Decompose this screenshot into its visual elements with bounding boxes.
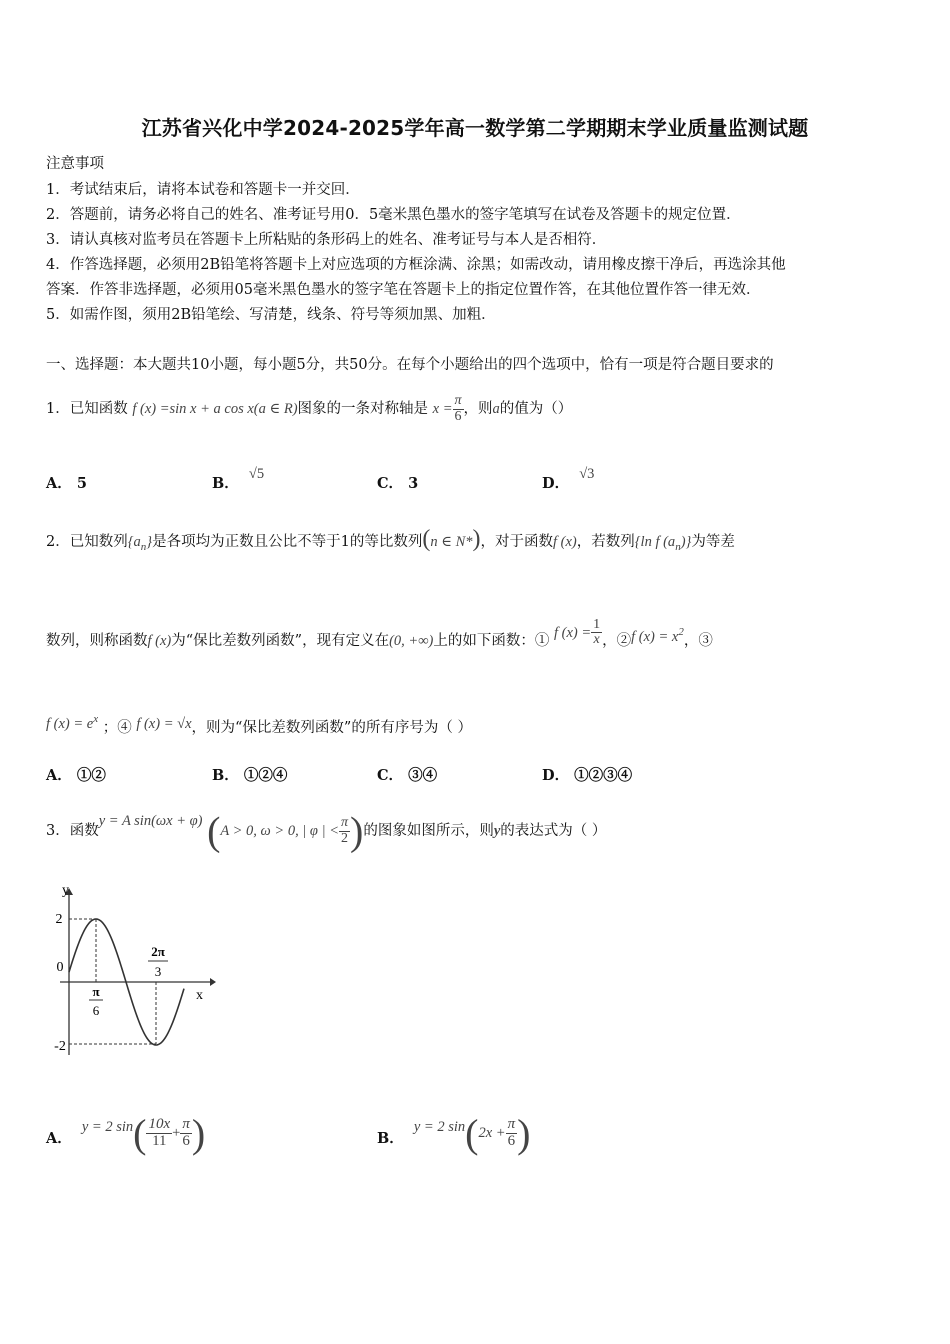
q1-option-a[interactable]: A． 5 [46,475,87,492]
q2-option-c[interactable]: C． ③④ [377,767,438,784]
q2-domain: (0, +∞) [389,632,434,649]
q3-number: 3． [46,823,70,839]
q2-text-3: ，对于函数 [480,534,553,550]
q2-text-2: 是各项均为正数且公比不等于1的等比数列 [152,534,423,550]
q2-text-5: 为等差 [691,534,735,550]
q2-f2: f $(x) = x^2$ [631,626,684,645]
notice-item-5: 5．如需作图，须用2B铅笔绘、写清楚，线条、符号等须加黑、加粗． [46,307,496,323]
q3-option-b[interactable]: B． y = 2 sin(2x + $\frac{\pi}{6}$ ) [377,1110,531,1156]
q1-text-pre: 已知函数 [69,401,128,417]
x-axis-arrow-icon [210,978,216,986]
section-heading: 一、选择题：本大题共10小题，每小题5分，共50分。在每个小题给出的四个选项中，恰有一项是符合题目要求的 [46,357,774,373]
q3-text-tail2: 的表达式为（ ） [500,823,607,839]
q1-x-equals: x = [432,401,453,417]
graph-x1-num: π [92,984,100,999]
question-1 [46,392,572,426]
question-2-line-1 [46,522,735,564]
question-2-line-2 [46,616,713,661]
q1-function: f (x) =sin x + a cos x(a ∈ R) [132,401,298,417]
q2-text-1: 已知数列 [69,534,128,550]
q3-function: y = A sin(ωx + φ) [98,813,203,829]
graph-x2-den: 3 [154,964,162,979]
q3-var-y: y [493,823,501,839]
q2-seq-an: $\{a_n\}$ [127,534,153,553]
notice-item-1: 1．考试结束后，请将本试卷和答题卡一并交回． [46,182,360,198]
graph-x2-num: 2π [151,944,165,959]
q2-number: 2． [46,534,70,550]
q2-nset: (n ∈ N*) [422,526,481,552]
q1-option-c[interactable]: C． 3 [377,475,419,492]
graph-y-bottom: -2 [54,1039,66,1054]
q2-option-a[interactable]: A． ①② [46,767,106,784]
q2-f3: f $(x) = e^x$ [46,713,99,732]
q2-f1-lhs: f (x) = [553,624,592,641]
notice-heading: 注意事项 [46,156,104,172]
q1-frac-num: π [454,392,462,408]
q2-f1-den: x [593,632,600,648]
notice-item-3: 3．请认真核对监考员在答题卡上所粘贴的条形码上的姓名、准考证号与本人是否相符． [46,232,607,248]
q1-number: 1． [46,401,70,417]
q2-text-8: 上的如下函数：① [433,632,550,649]
graph-origin: 0 [56,960,64,975]
q1-text-mid: 图象的一条对称轴是 [297,401,429,417]
q3-graph [50,875,220,1060]
q2-f4: f (x) = √x [136,715,192,732]
q2-text-10: ，③ [683,632,713,649]
graph-x1-den: 6 [92,1003,100,1018]
q2-text-4: ，若数列 [576,534,635,550]
q1-text-tail: ，则 [463,401,493,417]
page-title: 江苏省兴化中学2024-2025学年高一数学第二学期期末学业质量监测试题 [141,116,809,140]
q1-text-tail2: 的值为（） [499,401,573,417]
graph-x-label: x [196,988,203,1003]
q1-frac-den: 6 [454,408,462,424]
graph-y-top: 2 [55,912,63,927]
q2-fx: f (x) [553,534,577,550]
q1-option-b[interactable]: B． √5 [212,466,265,492]
q2-text-12: ，则为“保比差数列函数”的所有序号为（ ） [191,719,472,736]
q3-option-a[interactable]: A． y = 2 sin( $\frac{10x}{11}$ + $\frac{\pi}{6}$ ) [46,1110,206,1156]
graph-y-label: y [62,883,69,898]
q1-option-d[interactable]: D． √3 [542,466,595,492]
question-3 [46,808,606,855]
q2-text-9: ，② [602,632,632,649]
q2-fx-2: f (x) [147,632,172,649]
q2-text-11: ；④ [102,719,132,736]
q2-text-7: 为“保比差数列函数”，现有定义在 [171,632,390,649]
q2-text-6: 数列，则称函数 [46,632,148,649]
q3-text-tail: 的图象如图所示，则 [363,823,494,839]
notice-item-4: 4．作答选择题，必须用2B铅笔将答题卡上对应选项的方框涂满、涂黑；如需改动，请用橡皮擦干净后，再选涂其他 [46,257,786,273]
q3-text-pre: 函数 [69,823,99,839]
q1-var-a: a [492,401,500,417]
q2-f1-num: 1 [593,616,601,632]
notice-item-2: 2．答题前，请务必将自己的姓名、准考证号用0．5毫米黑色墨水的签字笔填写在试卷及答题卡的规定位置． [46,207,741,223]
q2-lnset: {ln f $(a_n)$} [634,534,692,553]
question-2-line-3 [46,706,472,745]
q2-option-b[interactable]: B． ①②④ [212,767,288,784]
notice-item-4-cont: 答案．作答非选择题，必须用05毫米黑色墨水的签字笔在答题卡上的指定位置作答，在其他位置作答一律无效． [46,282,761,298]
q3-condition: (A > 0, ω > 0, | φ | < $\frac{\pi}{2}$ ) [207,808,364,854]
q2-option-d[interactable]: D． ①②③④ [542,767,633,784]
